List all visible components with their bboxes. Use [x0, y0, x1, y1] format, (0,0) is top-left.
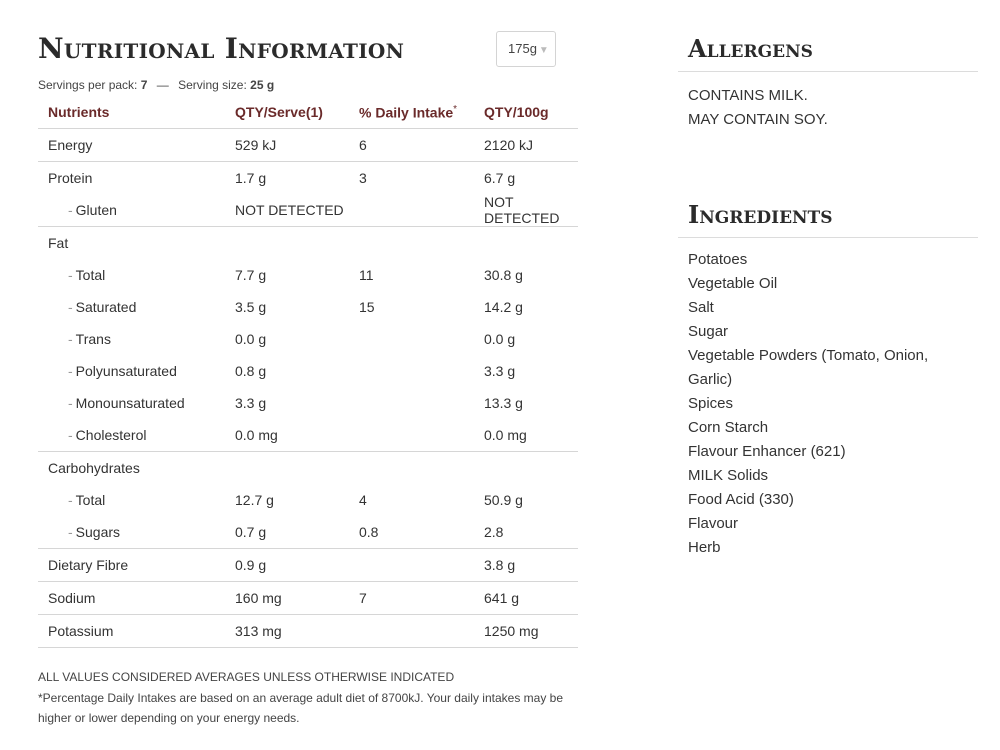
daily-intake-note: *Percentage Daily Intakes are based on an average adult diet of 8700kJ. Your daily intakes may be higher or lower depending on your energy needs.	[38, 691, 564, 725]
nutrient-label: Energy	[48, 137, 93, 153]
qty-100g-cell: NOT DETECTED	[484, 194, 578, 227]
sub-item-dash: -	[68, 427, 73, 443]
daily-intake-cell	[359, 355, 484, 387]
sub-item-dash: -	[68, 267, 73, 283]
nutrient-label: Carbohydrates	[48, 460, 140, 476]
daily-intake-cell: 4	[359, 492, 367, 508]
ingredient-item: Salt	[688, 299, 714, 316]
table-row	[38, 323, 578, 355]
sub-item-dash: -	[68, 492, 73, 508]
qty-serve-cell: 313 mg	[235, 615, 359, 648]
nutrient-label: Monounsaturated	[75, 395, 185, 411]
daily-intake-cell: 7	[359, 582, 484, 615]
nutrient-name	[38, 291, 235, 323]
daily-intake-label: % Daily Intake	[359, 104, 454, 121]
nutrient-name	[38, 387, 235, 419]
qty-100g-cell: 13.3 g	[484, 395, 523, 411]
ingredient-item: Vegetable Oil	[688, 275, 778, 292]
allergen-line: MAY CONTAIN SOY.	[688, 111, 828, 128]
serving-size-label: Serving size:	[178, 78, 247, 92]
qty-100g-cell: 2120 kJ	[484, 129, 578, 162]
nutrient-name	[38, 516, 235, 549]
table-row	[38, 194, 578, 227]
nutrient-label: Dietary Fibre	[48, 557, 129, 573]
ingredient-item: Food Acid (330)	[688, 491, 794, 508]
allergens-section	[678, 28, 978, 132]
nutrient-label: Sugars	[75, 524, 121, 540]
nutrient-name	[38, 194, 235, 227]
nutrition-panel	[38, 28, 578, 728]
allergens-title: Allergens	[678, 28, 978, 72]
table-row	[38, 129, 578, 162]
serving-size-value: 25 g	[250, 78, 275, 92]
sub-item-dash: -	[68, 395, 73, 411]
servings-per-pack-value: 7	[140, 78, 148, 92]
column-header-daily-intake	[359, 96, 484, 129]
daily-intake-cell	[359, 387, 484, 419]
nutrient-label: Protein	[48, 170, 93, 186]
ingredient-item: Vegetable Powders (Tomato, Onion, Garlic)	[688, 347, 929, 388]
column-header-nutrients: Nutrients	[38, 96, 235, 129]
qty-100g-cell: 0.0 g	[484, 331, 516, 347]
daily-intake-cell: 6	[359, 129, 484, 162]
qty-100g-cell: 30.8 g	[484, 267, 523, 283]
qty-100g-cell: 1250 mg	[484, 615, 578, 648]
qty-serve-cell: 3.3 g	[235, 395, 267, 411]
nutrient-label: Trans	[75, 331, 111, 347]
ingredient-item: Flavour	[688, 515, 739, 532]
qty-100g-cell: 50.9 g	[484, 492, 523, 508]
daily-intake-cell	[359, 194, 484, 227]
qty-100g-cell: 6.7 g	[484, 170, 516, 186]
table-row	[38, 419, 578, 452]
daily-intake-cell	[359, 549, 484, 582]
chevron-down-icon: ▼	[538, 45, 549, 56]
table-row	[38, 387, 578, 419]
nutrient-label: Total	[75, 492, 106, 508]
averages-note: ALL VALUES CONSIDERED AVERAGES UNLESS OTHERWISE INDICATED	[38, 670, 455, 684]
ingredients-section	[678, 194, 978, 560]
qty-serve-cell: 12.7 g	[235, 492, 274, 508]
sub-item-dash: -	[68, 524, 73, 540]
nutrient-name	[38, 259, 235, 291]
qty-serve-cell: 529 kJ	[235, 129, 359, 162]
nutrient-label: Potassium	[48, 623, 114, 639]
nutrient-name	[38, 355, 235, 387]
servings-per-pack-label: Servings per pack:	[38, 78, 138, 92]
qty-100g-cell	[484, 452, 578, 485]
daily-intake-cell: 15	[359, 299, 375, 315]
ingredients-title: Ingredients	[678, 194, 978, 238]
sub-item-dash: -	[68, 331, 73, 347]
table-row	[38, 549, 578, 582]
sub-item-dash: -	[68, 202, 73, 218]
daily-intake-cell	[359, 323, 484, 355]
ingredient-item: Potatoes	[688, 251, 748, 268]
column-header-qty-serve: QTY/Serve(1)	[235, 96, 359, 129]
servings-info	[38, 78, 578, 96]
pack-size-select[interactable]	[496, 31, 556, 67]
sub-item-dash: -	[68, 299, 73, 315]
daily-intake-footnote-mark: *	[453, 103, 458, 115]
column-header-qty-100g: QTY/100g	[484, 96, 578, 129]
nutrient-label: Fat	[48, 235, 69, 251]
table-header-row	[38, 96, 578, 129]
daily-intake-cell: 11	[359, 267, 374, 283]
table-row	[38, 484, 578, 516]
daily-intake-cell: 0.8	[359, 516, 484, 549]
sub-item-dash: -	[68, 363, 73, 379]
qty-serve-cell: 0.7 g	[235, 516, 359, 549]
ingredients-list	[678, 238, 978, 560]
table-row	[38, 355, 578, 387]
table-row	[38, 615, 578, 648]
nutrient-name	[38, 452, 235, 485]
nutrient-name	[38, 582, 235, 615]
nutrient-name	[38, 162, 235, 195]
nutrient-label: Gluten	[75, 202, 117, 218]
nutrient-label: Sodium	[48, 590, 96, 606]
nutrient-name	[38, 129, 235, 162]
ingredient-item: MILK Solids	[688, 467, 769, 484]
nutrient-name	[38, 227, 235, 260]
nutrient-name	[38, 419, 235, 452]
nutrient-label: Total	[75, 267, 106, 283]
nutrient-label: Polyunsaturated	[75, 363, 177, 379]
ingredient-item: Sugar	[688, 323, 729, 340]
nutrient-name	[38, 484, 235, 516]
qty-serve-cell: 0.9 g	[235, 549, 359, 582]
qty-serve-cell: 160 mg	[235, 582, 359, 615]
table-row	[38, 516, 578, 549]
qty-100g-cell: 3.8 g	[484, 549, 578, 582]
nutrient-name	[38, 549, 235, 582]
allergens-body	[678, 72, 978, 132]
table-row	[38, 582, 578, 615]
ingredient-item: Corn Starch	[688, 419, 769, 436]
qty-serve-cell: 0.0 g	[235, 331, 267, 347]
qty-100g-cell: 3.3 g	[484, 363, 516, 379]
qty-serve-cell: 7.7 g	[235, 267, 267, 283]
ingredient-item: Herb	[688, 539, 721, 556]
nutrient-label: Cholesterol	[75, 427, 147, 443]
qty-serve-cell	[235, 452, 359, 485]
table-row	[38, 162, 578, 195]
nutrition-title: Nutritional Information	[38, 32, 405, 65]
nutrition-table	[38, 96, 578, 648]
qty-100g-cell: 0.0 mg	[484, 419, 578, 452]
daily-intake-cell	[359, 419, 484, 452]
ingredient-item: Flavour Enhancer (621)	[688, 443, 846, 460]
nutrient-name	[38, 615, 235, 648]
qty-100g-cell: 641 g	[484, 582, 578, 615]
ingredient-item: Spices	[688, 395, 734, 412]
qty-100g-cell: 2.8	[484, 516, 578, 549]
qty-serve-cell: NOT DETECTED	[235, 194, 359, 227]
table-row	[38, 227, 578, 260]
nutrient-name	[38, 323, 235, 355]
qty-100g-cell	[484, 227, 578, 260]
qty-serve-cell: 3.5 g	[235, 299, 267, 315]
daily-intake-cell	[359, 227, 484, 260]
nutrient-label: Saturated	[75, 299, 137, 315]
table-row	[38, 259, 578, 291]
pack-size-value: 175g	[508, 41, 537, 56]
qty-100g-cell: 14.2 g	[484, 299, 523, 315]
side-panel	[678, 28, 978, 560]
table-row	[38, 291, 578, 323]
daily-intake-cell: 3	[359, 170, 367, 186]
servings-separator: —	[156, 78, 169, 92]
qty-serve-cell: 0.8 g	[235, 363, 267, 379]
daily-intake-cell	[359, 615, 484, 648]
qty-serve-cell	[235, 227, 359, 260]
allergen-line: CONTAINS MILK.	[688, 87, 808, 104]
daily-intake-cell	[359, 452, 484, 485]
table-row	[38, 452, 578, 485]
qty-serve-cell: 1.7 g	[235, 170, 267, 186]
qty-serve-cell: 0.0 mg	[235, 419, 359, 452]
